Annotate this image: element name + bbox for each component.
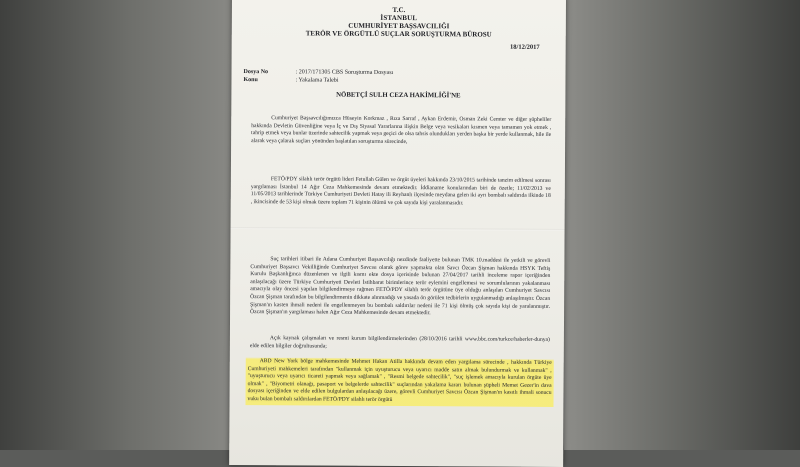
document-date: 18/12/2017: [510, 43, 540, 51]
header-bureau: TERÖR VE ÖRGÜTLÜ SUÇLAR SORUŞTURMA BÜROSU: [305, 29, 492, 39]
highlighted-text: ABD New York bölge mahkemesinde Mehmet Hakan Atilla hakkında devam eden yargılama sürecinde , hakkında Türkiye Cumhuriyeti mahkemeleri tarafından "kullanmak için uyuşturucu veya uyarıcı madde satın almak bulundurmak ve kullanmak" , "uyuşturucu veya uyarıcı ticareti yapmak veya sağlamak" , "Resmi belgede sahtecilik", "suç işlemek amacıyla kurulan örgüte üye olmak" , "Biyometri olanağı, pasaport ve belgelerde sahtecilik" suçlarından yakalama kararı bulunan şüpheli Memet Gezer'in dava dosyası içeriğinden ve elde edilen bulgulardan anlaşılacağı üzere, görevli Cumhuriyet Savcısı Özcan Şişman'ın kasıtlı ihmali sonucu vuku bulan bombalı saldırılardan FETÖ/PDY silahlı terör örgütü: [247, 358, 552, 403]
header-city: İSTANBUL: [380, 13, 418, 23]
subject-row: [243, 77, 338, 84]
subject-label: Konu: [243, 77, 258, 84]
addressee-court: NÖBETÇİ SULH CEZA HAKİMLİĞİ'NE: [336, 91, 461, 100]
subject-value: : Yakalama Talebi: [295, 77, 339, 84]
paragraph-3: Suç tarihleri itibari ile Adana Cumhuriyet Başsavcılığı nezdinde faaliyette bulunan TMK 10.maddesi ile yetkili ve görevli Cumhuriyet Başsavcı Vekilliğinde Cumhuriyet Savcısı olarak görev yapmakta olan Savcı Özcan Şişman hakkında HSYK Teftiş Kurulu Başkanlığınca düzenlenen ve ilgili kısmı ekte dosya içerisinde bulunan 27/04/2017 tarihli inceleme rapor içeriğinden anlaşılacağı üzere Türkiye Cumhuriyeti Devleti İstihbarat birimlerince terör eylemini engellemesi ve sorumlularının yakalanması amacıyla olay öncesi yapılan bilgilendirmeye rağmen FETÖ/PDY silahlı terör örgütüne üye olduğu anlaşılan Cumhuriyet Savcısı Özcan Şişman tarafından bu bilgilendirmenin dikkate alınmadığı ve yasada ön görülen tedbirlerin uygulanmadığı anlaşılmıştır. Özcan Şişman'ın kasten ihmali nedeni ile engellenmeyen bu bombalı saldırılar nedeni ile 71 kişi ölmüş çok sayıda kişi de yaralanmıştır. Özcan Şişman'ın yargılaması halen Ağır Ceza Mahkemesinde devam etmektedir.: [250, 256, 551, 317]
background-left: [0, 0, 236, 450]
document-page: [229, 0, 566, 467]
highlighted-paragraph: [246, 357, 554, 406]
file-number-row: [244, 69, 394, 76]
paragraph-4: Açık kaynak çalışmaları ve resmi kurum bilgilendirmelerinden (28/10/2016 tarihli www.bbc.com/turkce/haberler-dunya) elde edilen bilgiler doğrultusunda;: [249, 335, 550, 350]
paper-fold: [231, 227, 565, 231]
header-office: CUMHURİYET BAŞSAVCILIĞI: [348, 21, 450, 31]
file-number-label: Dosya No: [243, 69, 269, 76]
header-tc: T.C.: [392, 5, 406, 15]
background-right: [564, 0, 800, 450]
file-number-value: : 2017/171305 CBS Soruşturma Dosyası: [295, 69, 394, 76]
paragraph-2: FETÖ/PDY silahlı terör örgütü lideri Fetullah Gülen ve örgüt üyeleri hakkında 23/10/2015 tarihinde tanzim edilmesi sonrası yargılaması İstanbul 14 Ağır Ceza Mahkemesinde devam etmektedir. İddianame konularından biri de özetle; 11/02/2013 ve 11/05/2013 tarihlerinde Türkiye Cumhuriyeti Devleti Hatay ili Reyhanlı ilçesinde meydana gelen iki ayrı bombalı saldırıda ilkinde 18 , ikincisinde de 53 kişi olmak üzere toplam 71 kişinin ölümü ve çok sayıda kişi yaralanmasıdır.: [250, 176, 551, 207]
paragraph-1: Cumhuriyet Başsavcılığımızca Hüseyin Korkmaz , Rıza Sarraf , Aykan Erdemir, Osman Zeki Cemter ve diğer şüpheliler hakkında Devletin Güvenliğine veya İç ve Dış Siyasal Yararlarına ilişkin Belge veya vesikaları kısmen veya tamamen yok etmek , tahrip etmek veya bunlar üzerinde sahtecilik yapmak veya geçici de olsa tahsis olundukları yerden başka bir yerde kullanmak, hile ile alarak veya çalarak suçları yönünden başlatılan soruşturma sürecinde,: [251, 115, 552, 145]
